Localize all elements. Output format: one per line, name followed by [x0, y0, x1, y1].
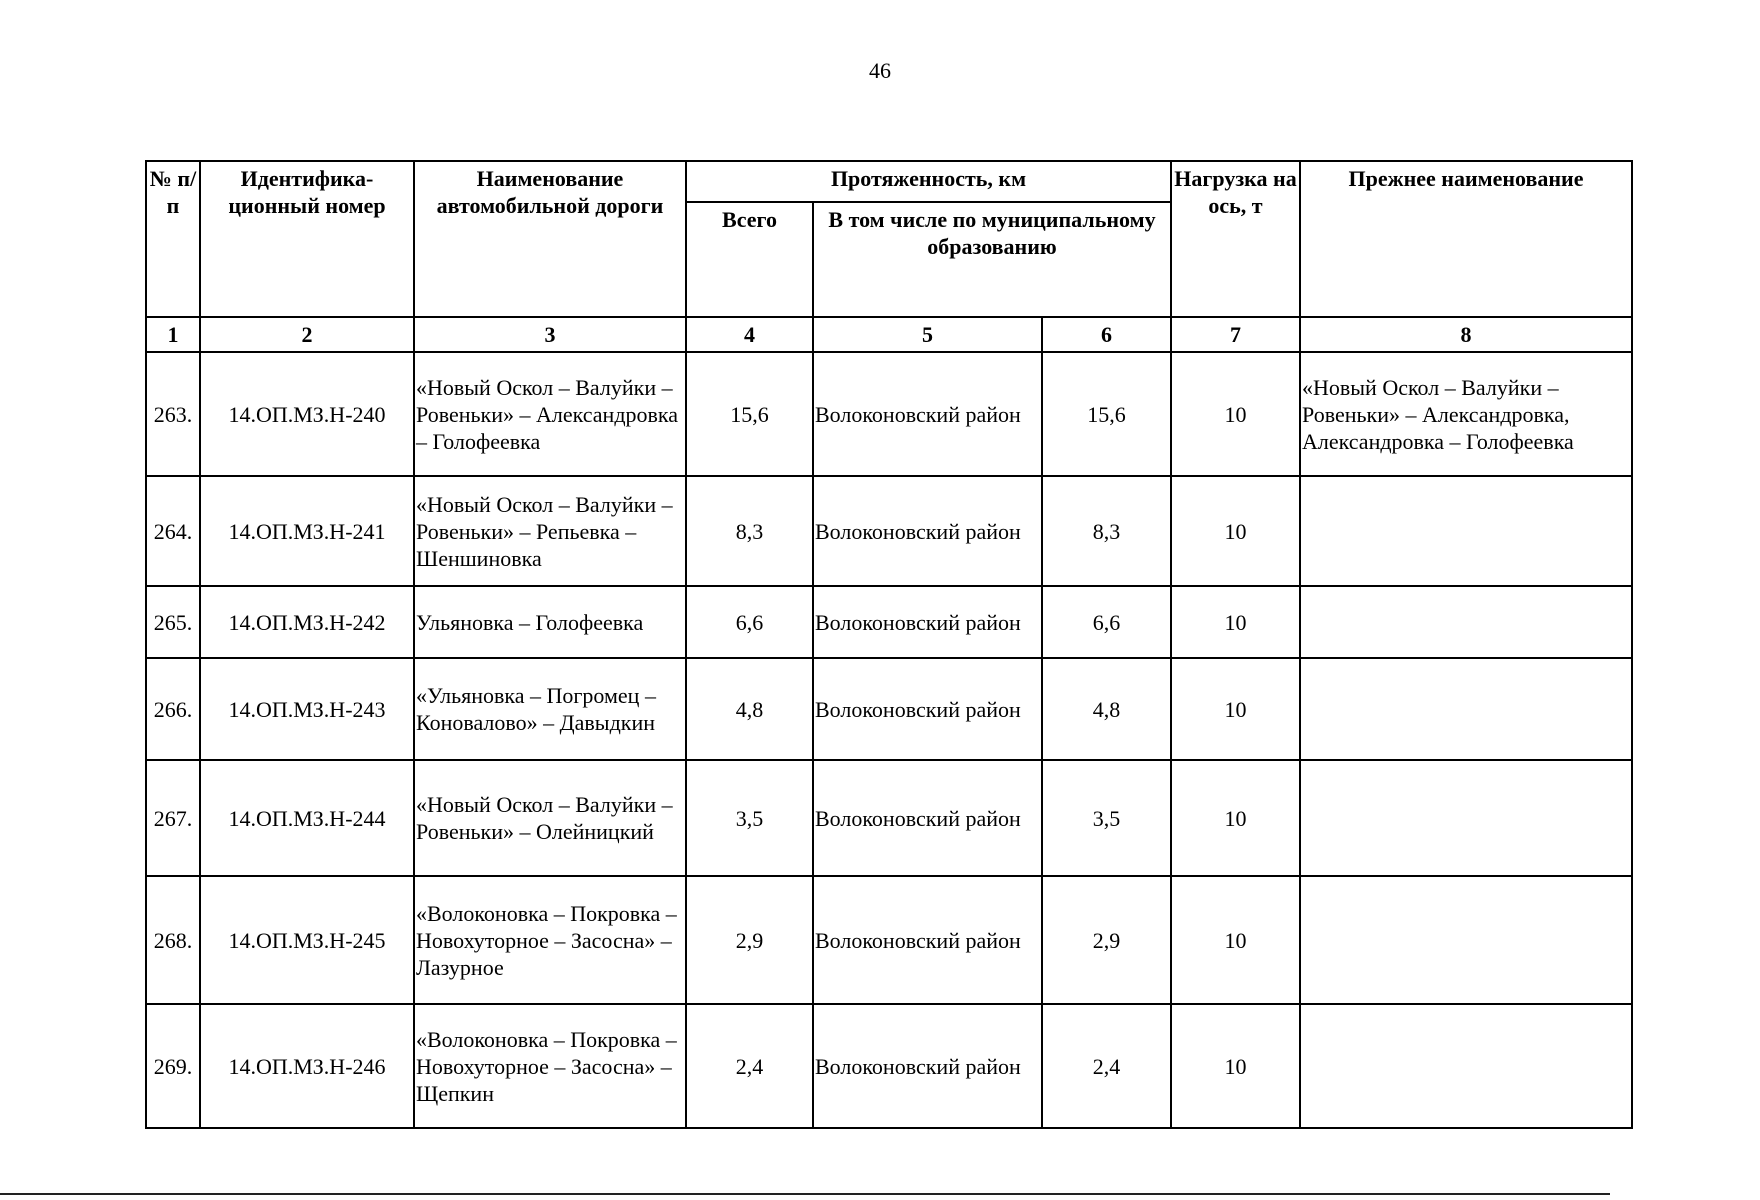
length-total: 8,3	[686, 476, 813, 586]
header-num: № п/п	[146, 161, 200, 317]
former-name	[1300, 476, 1632, 586]
table-row	[146, 476, 1632, 586]
axle-load: 10	[1171, 352, 1300, 476]
road-name: Ульяновка – Голофеевка	[414, 586, 686, 658]
header-total: Всего	[686, 202, 813, 317]
district-name: Волоконовский район	[813, 586, 1042, 658]
roads-table	[145, 160, 1633, 1129]
length-total: 15,6	[686, 352, 813, 476]
axle-load: 10	[1171, 658, 1300, 760]
district-length: 3,5	[1042, 760, 1171, 876]
table-row	[146, 658, 1632, 760]
district-name: Волоконовский район	[813, 876, 1042, 1004]
road-id: 14.ОП.МЗ.Н-240	[200, 352, 414, 476]
road-name: «Новый Оскол – Валуйки – Ровеньки» – Репьевка – Шеншиновка	[414, 476, 686, 586]
axle-load: 10	[1171, 876, 1300, 1004]
column-number: 3	[414, 317, 686, 352]
header-row	[146, 161, 1632, 202]
former-name	[1300, 1004, 1632, 1128]
row-number: 265.	[146, 586, 200, 658]
header-former: Прежнее наименование	[1300, 161, 1632, 317]
page-number: 46	[869, 58, 891, 83]
row-number: 263.	[146, 352, 200, 476]
former-name	[1300, 658, 1632, 760]
district-name: Волоконовский район	[813, 352, 1042, 476]
road-id: 14.ОП.МЗ.Н-242	[200, 586, 414, 658]
district-length: 2,4	[1042, 1004, 1171, 1128]
road-name: «Волоконовка – Покровка – Новохуторное – Засосна» – Щепкин	[414, 1004, 686, 1128]
district-name: Волоконовский район	[813, 658, 1042, 760]
column-number-row	[146, 317, 1632, 352]
table-row	[146, 1004, 1632, 1128]
length-total: 6,6	[686, 586, 813, 658]
former-name	[1300, 876, 1632, 1004]
column-number: 8	[1300, 317, 1632, 352]
row-number: 267.	[146, 760, 200, 876]
axle-load: 10	[1171, 476, 1300, 586]
district-name: Волоконовский район	[813, 760, 1042, 876]
axle-load: 10	[1171, 760, 1300, 876]
road-id: 14.ОП.МЗ.Н-246	[200, 1004, 414, 1128]
length-total: 4,8	[686, 658, 813, 760]
district-length: 8,3	[1042, 476, 1171, 586]
column-number: 7	[1171, 317, 1300, 352]
road-id: 14.ОП.МЗ.Н-244	[200, 760, 414, 876]
table-row	[146, 352, 1632, 476]
page-bottom-rule	[0, 1193, 1610, 1195]
district-name: Волоконовский район	[813, 1004, 1042, 1128]
length-total: 3,5	[686, 760, 813, 876]
row-number: 269.	[146, 1004, 200, 1128]
road-id: 14.ОП.МЗ.Н-243	[200, 658, 414, 760]
header-name: Наименование автомобильной дороги	[414, 161, 686, 317]
former-name	[1300, 760, 1632, 876]
header-incl: В том числе по муниципальному образованию	[813, 202, 1171, 317]
district-name: Волоконовский район	[813, 476, 1042, 586]
column-number: 2	[200, 317, 414, 352]
road-name: «Новый Оскол – Валуйки – Ровеньки» – Александровка – Голофеевка	[414, 352, 686, 476]
district-length: 6,6	[1042, 586, 1171, 658]
header-load: Нагрузка на ось, т	[1171, 161, 1300, 317]
table-row	[146, 586, 1632, 658]
road-id: 14.ОП.МЗ.Н-241	[200, 476, 414, 586]
header-length: Протяженность, км	[686, 161, 1171, 202]
table-row	[146, 876, 1632, 1004]
column-number: 4	[686, 317, 813, 352]
row-number: 264.	[146, 476, 200, 586]
table-row	[146, 760, 1632, 876]
district-length: 4,8	[1042, 658, 1171, 760]
former-name: «Новый Оскол – Валуйки – Ровеньки» – Александровка, Александровка – Голофеевка	[1300, 352, 1632, 476]
length-total: 2,4	[686, 1004, 813, 1128]
axle-load: 10	[1171, 586, 1300, 658]
former-name	[1300, 586, 1632, 658]
district-length: 2,9	[1042, 876, 1171, 1004]
axle-load: 10	[1171, 1004, 1300, 1128]
length-total: 2,9	[686, 876, 813, 1004]
column-number: 6	[1042, 317, 1171, 352]
road-name: «Новый Оскол – Валуйки – Ровеньки» – Олейницкий	[414, 760, 686, 876]
row-number: 266.	[146, 658, 200, 760]
column-number: 1	[146, 317, 200, 352]
header-id: Идентифика-ционный номер	[200, 161, 414, 317]
road-name: «Ульяновка – Погромец – Коновалово» – Давыдкин	[414, 658, 686, 760]
road-name: «Волоконовка – Покровка – Новохуторное – Засосна» – Лазурное	[414, 876, 686, 1004]
road-id: 14.ОП.МЗ.Н-245	[200, 876, 414, 1004]
row-number: 268.	[146, 876, 200, 1004]
district-length: 15,6	[1042, 352, 1171, 476]
column-number: 5	[813, 317, 1042, 352]
